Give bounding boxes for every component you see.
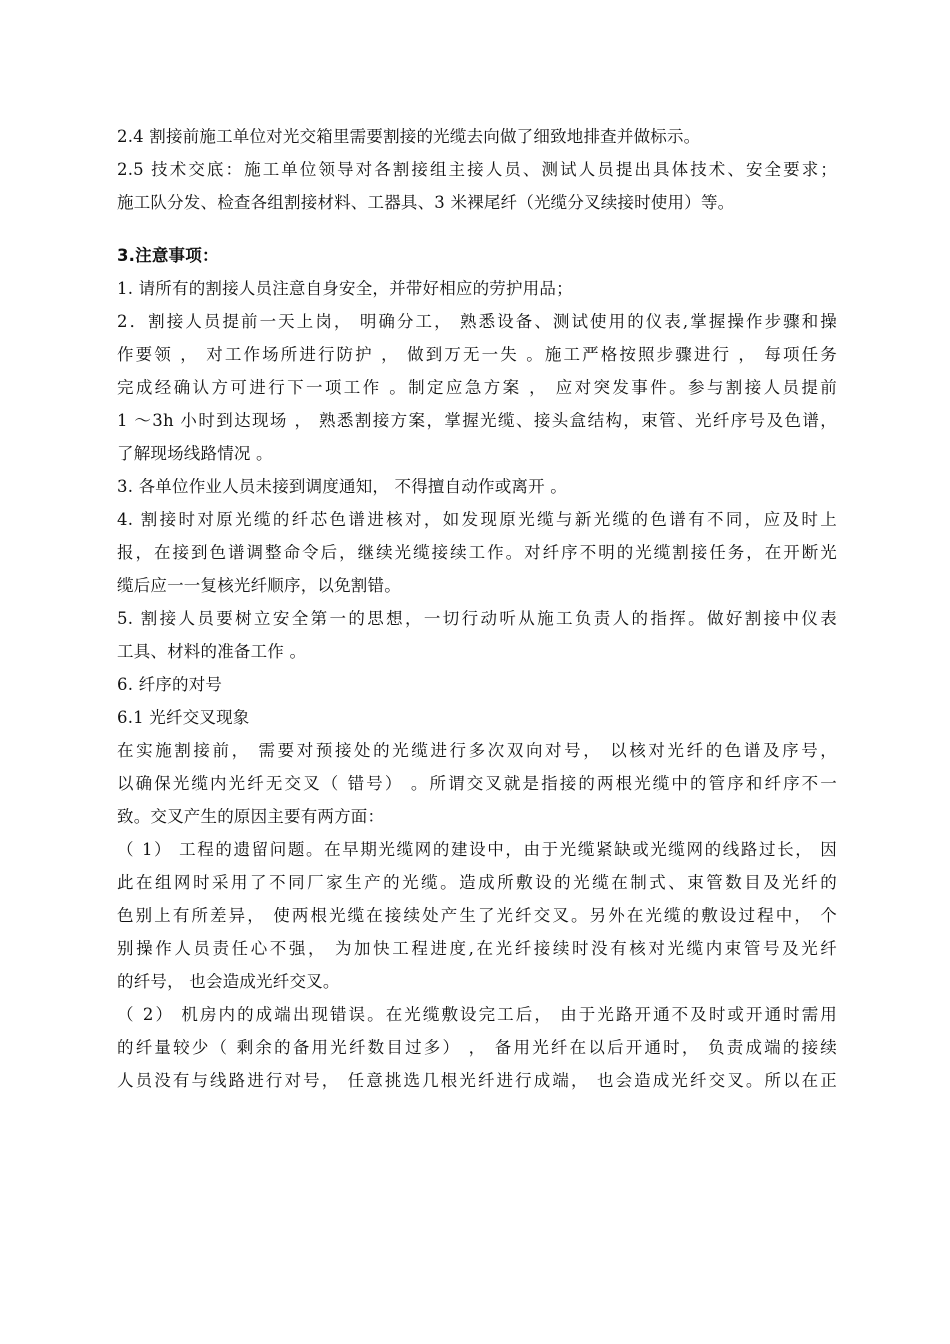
cross-paragraph-line-1: 在实施割接前， 需要对预接处的光缆进行多次双向对号， 以核对光纤的色谱及序号， [117, 741, 837, 760]
item-5-line-1: 5. 割接人员要树立安全第一的思想，一切行动听从施工负责人的指挥。做好割接中仪表 [117, 609, 837, 628]
paragraph-2-5-line-1: 2.5 技术交底：施工单位领导对各割接组主接人员、测试人员提出具体技术、安全要求； [117, 160, 837, 179]
cross-paragraph-line-3: 致。交叉产生的原因主要有两方面： [117, 807, 385, 826]
reason-2-line-3: 人员没有与线路进行对号， 任意挑选几根光纤进行成端， 也会造成光纤交叉。所以在正 [117, 1071, 837, 1090]
reason-2-line-2: 的纤量较少（ 剩余的备用光纤数目过多） ， 备用光纤在以后开通时， 负责成端的接续 [117, 1038, 837, 1057]
item-2-line-4: 1 ～3h 小时到达现场 ， 熟悉割接方案，掌握光缆、接头盒结构，束管、光纤序号及色谱， [117, 411, 837, 430]
item-3: 3. 各单位作业人员未接到调度通知， 不得擅自动作或离开 。 [117, 477, 567, 496]
paragraph-2-5-line-2: 施工队分发、检查各组割接材料、工器具、3 米裸尾纤（光缆分叉续接时使用）等。 [117, 193, 735, 212]
reason-1-line-5: 的纤号， 也会造成光纤交叉。 [117, 972, 340, 991]
reason-1-line-4: 别操作人员责任心不强， 为加快工程进度,在光纤接续时没有核对光缆内束管号及光纤 [117, 939, 837, 958]
item-2-line-1: 2．割接人员提前一天上岗， 明确分工， 熟悉设备、测试使用的仪表,掌握操作步骤和操 [117, 312, 837, 331]
paragraph-2-4: 2.4 割接前施工单位对光交箱里需要割接的光缆去向做了细致地排查并做标示。 [117, 127, 701, 146]
item-4-line-3: 缆后应一一复核光纤顺序，以免割错。 [117, 576, 401, 595]
item-6: 6. 纤序的对号 [117, 675, 223, 694]
item-2-line-3: 完成经确认方可进行下一项工作 。制定应急方案 ， 应对突发事件。参与割接人员提前 [117, 378, 837, 397]
reason-1-line-2: 此在组网时采用了不同厂家生产的光缆。造成所敷设的光缆在制式、束管数目及光纤的 [117, 873, 837, 892]
reason-1-line-1: （ 1） 工程的遗留问题。在早期光缆网的建设中，由于光缆紧缺或光缆网的线路过长， 因 [117, 840, 837, 859]
item-2-line-5: 了解现场线路情况 。 [117, 444, 273, 463]
section-3-heading: 3.注意事项： [117, 246, 219, 265]
reason-2-line-1: （ 2） 机房内的成端出现错误。在光缆敷设完工后， 由于光路开通不及时或开通时需用 [117, 1005, 837, 1024]
item-1: 1. 请所有的割接人员注意自身安全，并带好相应的劳护用品； [117, 279, 573, 298]
section-spacer [117, 219, 837, 239]
item-2-line-2: 作要领 ， 对工作场所进行防护 ， 做到万无一失 。施工严格按照步骤进行 ， 每项任务 [117, 345, 837, 364]
item-5-line-2: 工具、材料的准备工作 。 [117, 642, 307, 661]
document-body [117, 120, 837, 1097]
item-4-line-2: 报，在接到色谱调整命令后，继续光缆接续工作。对纤序不明的光缆割接任务，在开断光 [117, 543, 837, 562]
item-4-line-1: 4. 割接时对原光缆的纤芯色谱进核对，如发现原光缆与新光缆的色谱有不同，应及时上 [117, 510, 837, 529]
reason-1-line-3: 色别上有所差异， 使两根光缆在接续处产生了光纤交叉。另外在光缆的敷设过程中， 个 [117, 906, 837, 925]
cross-paragraph-line-2: 以确保光缆内光纤无交叉（ 错号） 。所谓交叉就是指接的两根光缆中的管序和纤序不一 [117, 774, 837, 793]
item-6-1-heading: 6.1 光纤交叉现象 [117, 708, 250, 727]
